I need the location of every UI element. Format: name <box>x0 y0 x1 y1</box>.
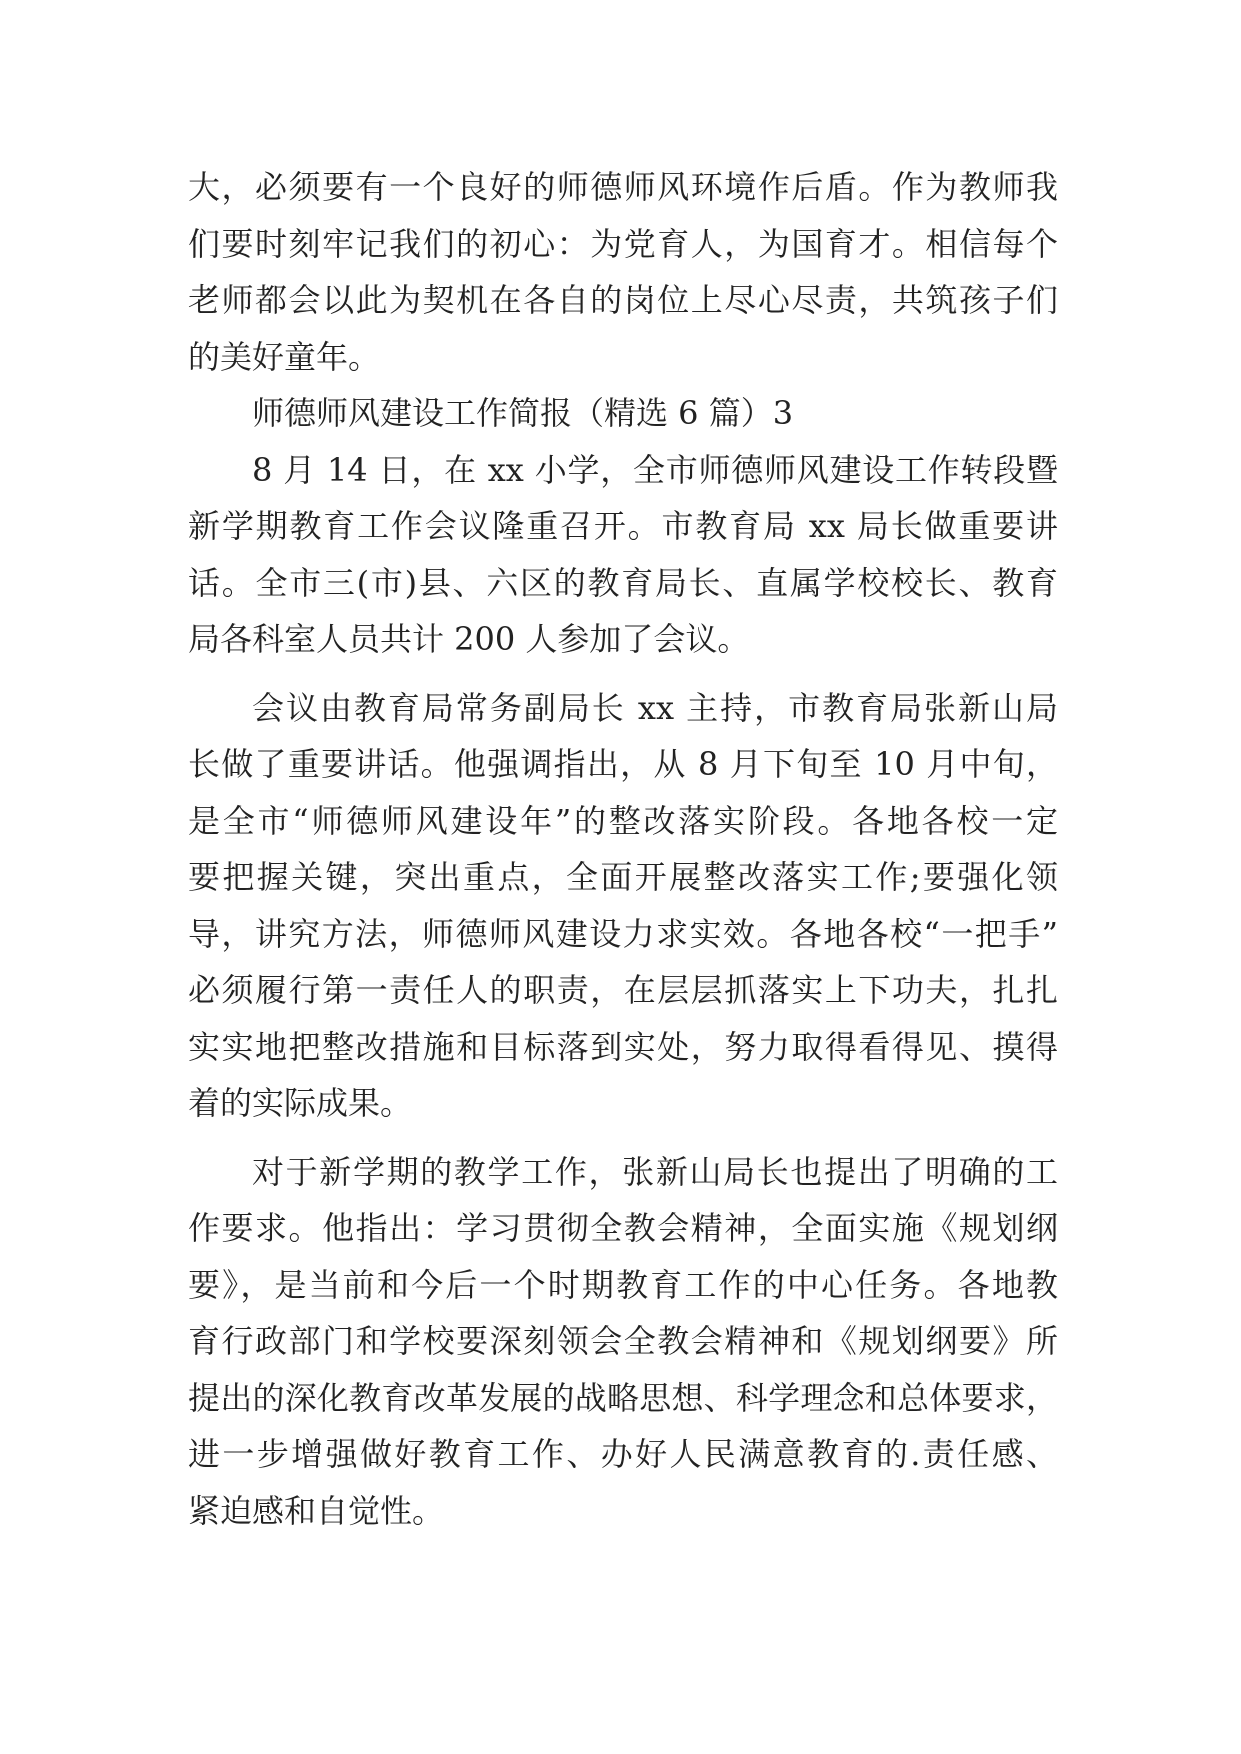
text-line: 是全市“师德师风建设年”的整改落实阶段。各地各校一定 <box>188 801 1058 840</box>
text-line: 8 月 14 日，在 xx 小学，全市师德师风建设工作转段暨 <box>252 450 1058 489</box>
text-line: 进一步增强做好教育工作、办好人民满意教育的.责任感、 <box>188 1435 1058 1473</box>
paragraph <box>188 1144 1058 1540</box>
text-line: 实实地把整改措施和目标落到实处，努力取得看得见、摸得 <box>188 1027 1058 1066</box>
text-line: 大，必须要有一个良好的师德师风环境作后盾。作为教师我 <box>188 168 1058 206</box>
text-line: 要把握关键，突出重点，全面开展整改落实工作;要强化领 <box>188 858 1058 896</box>
document-body <box>188 159 1058 1539</box>
text-line: 局各科室人员共计 200 人参加了会议。 <box>188 620 750 658</box>
text-line: 会议由教育局常务副局长 xx 主持，市教育局张新山局 <box>252 688 1058 727</box>
text-line: 育行政部门和学校要深刻领会全教会精神和《规划纲要》所 <box>188 1322 1058 1360</box>
text-line: 老师都会以此为契机在各自的岗位上尽心尽责，共筑孩子们 <box>188 281 1058 319</box>
text-line: 紧迫感和自觉性。 <box>188 1491 445 1530</box>
text-line: 作要求。他指出：学习贯彻全教会精神，全面实施《规划纲 <box>188 1209 1058 1247</box>
text-line: 要》，是当前和今后一个时期教育工作的中心任务。各地教 <box>188 1265 1058 1304</box>
text-line: 话。全市三(市)县、六区的教育局长、直属学校校长、教育 <box>188 563 1058 602</box>
paragraph <box>188 159 1058 385</box>
text-line: 导，讲究方法，师德师风建设力求实效。各地各校“一把手” <box>188 914 1058 953</box>
text-line: 新学期教育工作会议隆重召开。市教育局 xx 局长做重要讲 <box>188 507 1058 545</box>
text-line: 必须履行第一责任人的职责，在层层抓落实上下功夫，扎扎 <box>188 971 1058 1009</box>
text-line: 们要时刻牢记我们的初心：为党育人，为国育才。相信每个 <box>188 224 1058 263</box>
text-line: 长做了重要讲话。他强调指出，从 8 月下旬至 10 月中旬， <box>188 745 1058 783</box>
text-line: 提出的深化教育改革发展的战略思想、科学理念和总体要求， <box>188 1378 1058 1417</box>
paragraph <box>188 442 1058 668</box>
text-line: 着的实际成果。 <box>188 1084 413 1122</box>
section-heading <box>188 385 1058 442</box>
text-line: 的美好童年。 <box>188 337 381 376</box>
paragraph <box>188 680 1058 1132</box>
text-line: 对于新学期的教学工作，张新山局长也提出了明确的工 <box>252 1152 1058 1191</box>
heading-text: 师德师风建设工作简报（精选 6 篇）3 <box>252 394 794 432</box>
